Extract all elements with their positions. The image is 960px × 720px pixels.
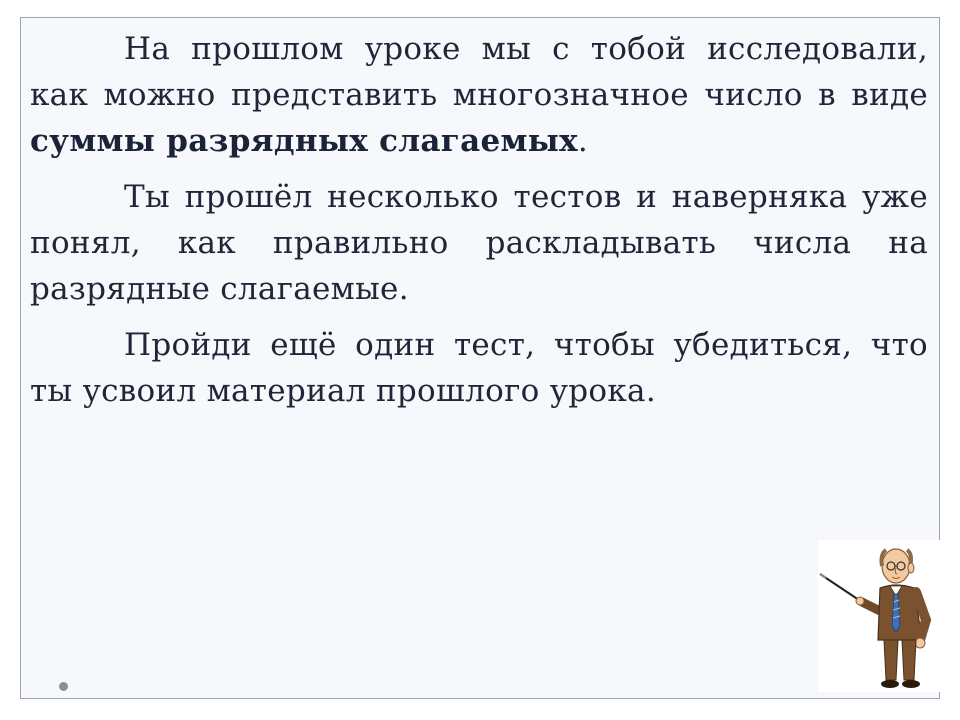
- paragraph-1-ending: .: [577, 123, 589, 159]
- highlight-term: суммы разрядных слагаемых: [30, 123, 578, 159]
- paragraph-1-text: На прошлом уроке мы с тобой исследовали, как можно представить многозначное число в виде: [30, 31, 928, 113]
- teacher-with-pointer-icon: [818, 540, 940, 692]
- paragraph-3: Пройди ещё один тест, чтобы убедиться, что ты усвоил материал прошлого урока.: [30, 327, 928, 409]
- paragraph-2: Ты прошёл несколько тестов и наверняка уже понял, как правильно раскладывать числа на разрядные слагаемые.: [30, 179, 928, 307]
- text-block: [30, 26, 928, 424]
- bullet-dot: [59, 682, 68, 691]
- paragraph-1: [30, 26, 928, 164]
